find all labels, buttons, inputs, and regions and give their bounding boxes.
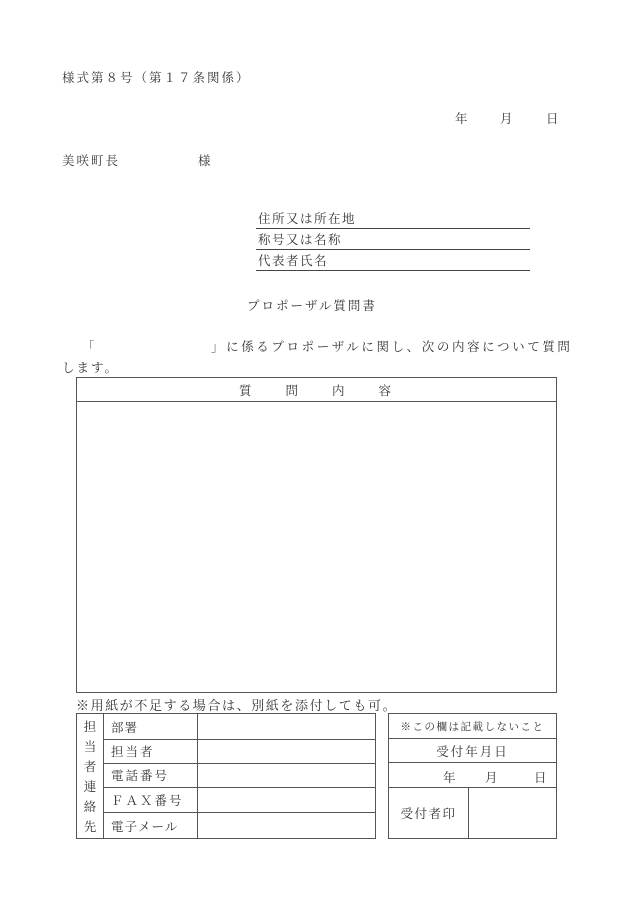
question-header-label: 質 問 内 容 (238, 383, 394, 398)
date-day: 日 (546, 111, 559, 126)
question-box (76, 377, 557, 693)
intro-line1: 」に係るプロポーザルに関し、次の内容について質問 (211, 339, 573, 354)
received-date-value (389, 763, 556, 788)
side-char: 担 (83, 719, 97, 734)
representative-field[interactable] (256, 254, 530, 271)
project-name-blank[interactable] (100, 335, 210, 351)
date-month: 月 (500, 111, 513, 126)
intro-line2: します。 (62, 360, 120, 375)
contact-label-phone (111, 763, 169, 787)
row-label: 電話番号 (111, 768, 170, 783)
person-input[interactable] (198, 739, 375, 763)
row-label: ＦＡＸ番号 (111, 792, 184, 808)
company-name-label: 称号又は名称 (258, 232, 343, 247)
stamp-label (389, 788, 468, 838)
question-header (77, 378, 556, 402)
received-year: 年 (443, 770, 456, 785)
contact-label-email (111, 812, 178, 839)
question-content-area[interactable] (77, 402, 556, 692)
row-label: 電子メール (111, 818, 179, 834)
row-label: 担当者 (111, 744, 155, 759)
phone-input[interactable] (198, 763, 375, 787)
side-char: 絡 (83, 799, 97, 814)
side-char: 者 (83, 759, 97, 774)
stamp-area (469, 788, 556, 838)
company-name-field[interactable] (256, 233, 530, 250)
received-date-text: 受付年月日 (436, 744, 509, 759)
date-year: 年 (455, 111, 468, 126)
contact-label-person (111, 739, 155, 763)
received-date-label (389, 739, 556, 763)
divider (103, 714, 104, 838)
note-text: ※用紙が不足する場合は、別紙を添付しても可。 (76, 699, 398, 714)
side-char: 先 (83, 819, 97, 834)
fax-input[interactable] (198, 787, 375, 812)
contact-label-fax (111, 787, 184, 812)
email-input[interactable] (198, 812, 375, 839)
stamp-label-text: 受付者印 (400, 806, 457, 821)
addressee-name: 美咲町長 (62, 153, 121, 168)
department-input[interactable] (198, 714, 375, 739)
row-label: 部署 (111, 719, 139, 735)
office-notice (389, 714, 556, 739)
address-label: 住所又は所在地 (258, 211, 357, 226)
contact-side-label (77, 714, 103, 838)
office-notice-label: ※この欄は記載しないこと (400, 721, 545, 733)
address-field[interactable] (256, 212, 530, 229)
side-char: 連 (83, 779, 97, 794)
contact-table (76, 713, 376, 839)
received-day: 日 (534, 770, 547, 785)
representative-label: 代表者氏名 (258, 253, 329, 268)
side-char: 当 (83, 739, 97, 754)
addressee-honorific: 様 (198, 153, 211, 168)
received-month: 月 (485, 770, 498, 785)
contact-label-department (111, 714, 138, 739)
office-use-table (388, 713, 557, 839)
intro-open-bracket: 「 (82, 339, 95, 354)
form-number: 様式第８号（第１７条関係） (62, 70, 251, 85)
document-title: プロポーザル質問書 (247, 298, 377, 313)
